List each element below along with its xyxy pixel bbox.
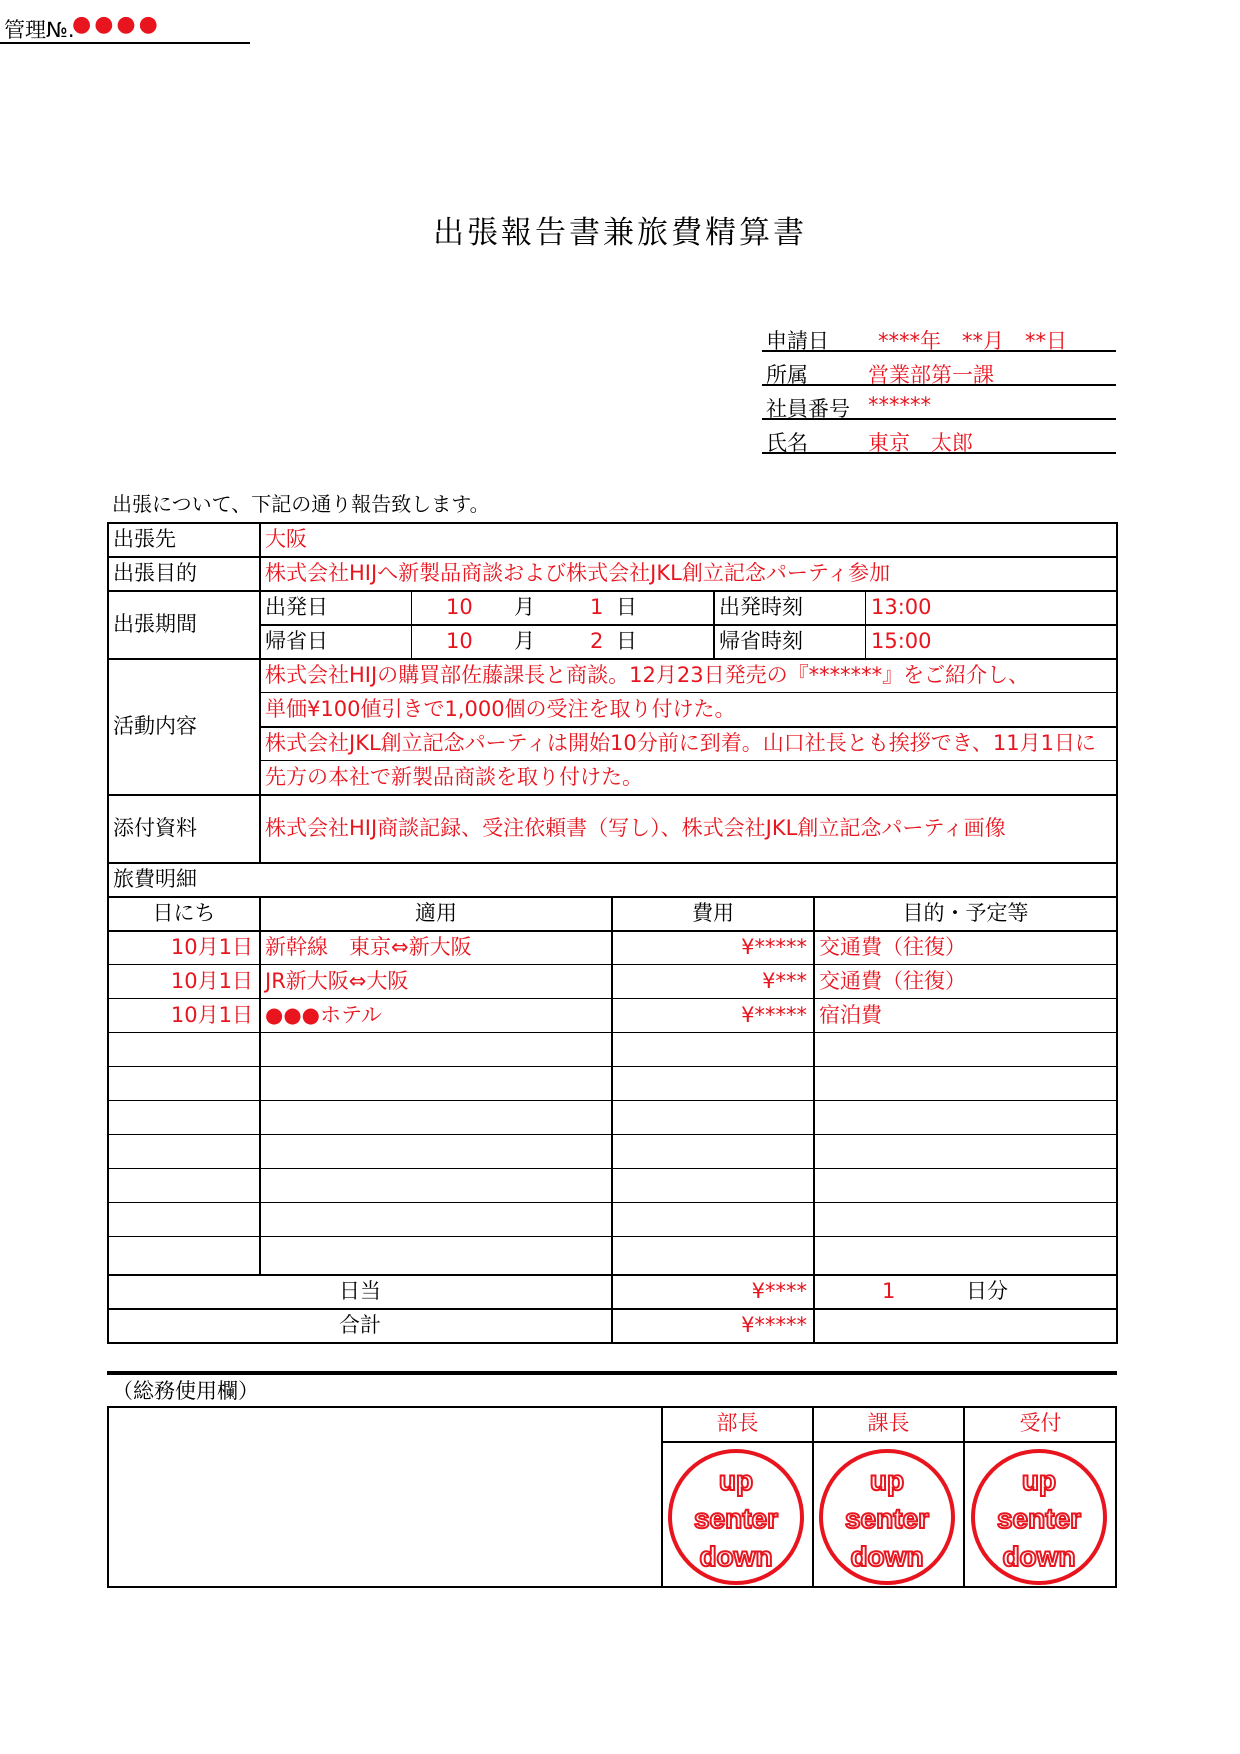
document-title: 出張報告書兼旅費精算書 xyxy=(433,215,807,251)
row-date: 10月1日 xyxy=(170,1003,253,1027)
stamp-text: senter xyxy=(996,1503,1082,1534)
approval-stamp xyxy=(668,1449,804,1585)
admin-divider xyxy=(107,1371,1117,1375)
stamp-text: down xyxy=(699,1541,773,1572)
day-unit: 日 xyxy=(616,595,637,619)
total-cost: ¥***** xyxy=(741,1313,807,1337)
row-purpose: 宿泊費 xyxy=(819,1003,882,1027)
month-unit: 月 xyxy=(514,629,535,653)
activity-line: 先方の本社で新製品商談を取り付けた。 xyxy=(265,765,643,789)
row-line xyxy=(107,1308,1117,1310)
stamp-text: down xyxy=(1002,1541,1076,1572)
admin-label: （総務使用欄） xyxy=(112,1379,259,1403)
header-desc: 適用 xyxy=(415,901,457,925)
depart-time-label: 出発時刻 xyxy=(719,595,803,619)
table-border xyxy=(107,1342,1117,1344)
header-purpose: 目的・予定等 xyxy=(902,901,1029,925)
row-line xyxy=(107,590,1117,592)
stamp-header-reception: 受付 xyxy=(1019,1411,1062,1435)
dept-label: 所属 xyxy=(766,363,808,387)
applicant-dept-row xyxy=(762,352,1116,386)
row-desc: ●●●ホテル xyxy=(265,1003,382,1027)
return-month: 10 xyxy=(446,629,473,653)
row-line xyxy=(107,658,1117,660)
return-day: 2 xyxy=(590,629,604,653)
row-line xyxy=(107,930,1117,932)
depart-day: 1 xyxy=(590,595,604,619)
row-line xyxy=(107,1100,1117,1101)
row-purpose: 交通費（往復） xyxy=(819,935,966,959)
table-border xyxy=(1116,522,1118,1344)
row-line xyxy=(107,862,1117,864)
row-purpose: 交通費（往復） xyxy=(819,969,966,993)
row-cost: ¥*** xyxy=(762,969,807,993)
row-cost: ¥***** xyxy=(741,1003,807,1027)
activity-line: 単価¥100値引きで1,000個の受注を取り付けた。 xyxy=(265,697,736,721)
id-value: ****** xyxy=(868,393,931,417)
attach-label: 添付資料 xyxy=(113,816,197,840)
row-line xyxy=(107,1168,1117,1169)
return-label: 帰省日 xyxy=(265,629,328,653)
date-value: ****年 **月 **日 xyxy=(878,329,1067,353)
applicant-id-row xyxy=(762,386,1116,420)
row-date: 10月1日 xyxy=(170,969,253,993)
row-line xyxy=(259,760,1117,761)
row-line xyxy=(107,1134,1117,1135)
month-unit: 月 xyxy=(514,595,535,619)
col-line xyxy=(411,590,412,658)
activity-label: 活動内容 xyxy=(113,714,197,738)
row-line xyxy=(107,1274,1117,1276)
dept-value: 営業部第一課 xyxy=(868,363,994,387)
row-line xyxy=(259,624,1117,626)
table-border xyxy=(107,522,1117,524)
col-line xyxy=(259,522,261,862)
dest-value: 大阪 xyxy=(265,527,307,551)
activity-line: 株式会社JKL創立記念パーティは開始10分前に到着。山口社長とも挨拶でき、11月1日に xyxy=(265,731,1096,755)
row-line xyxy=(107,998,1117,999)
stamp-header-section-chief: 課長 xyxy=(867,1411,910,1435)
col-line xyxy=(611,896,613,1342)
header-cost: 費用 xyxy=(692,901,734,925)
name-value: 東京 太郎 xyxy=(868,431,973,455)
intro-text: 出張について、下記の通り報告致します。 xyxy=(112,492,490,516)
row-desc: 新幹線 東京⇔新大阪 xyxy=(265,935,472,959)
col-line xyxy=(259,896,261,1274)
return-time: 15:00 xyxy=(871,629,932,653)
dest-label: 出張先 xyxy=(113,527,176,551)
approval-stamp xyxy=(819,1449,955,1585)
depart-label: 出発日 xyxy=(265,595,328,619)
depart-time: 13:00 xyxy=(871,595,932,619)
expense-section-label: 旅費明細 xyxy=(113,867,197,891)
applicant-name-row xyxy=(762,420,1116,454)
period-label: 出張期間 xyxy=(113,612,197,636)
purpose-label: 出張目的 xyxy=(113,561,197,585)
date-label: 申請日 xyxy=(766,329,829,353)
stamp-text: down xyxy=(850,1541,924,1572)
row-line xyxy=(107,896,1117,898)
management-label: 管理№. xyxy=(4,18,75,42)
row-line xyxy=(107,1202,1117,1203)
attach-value: 株式会社HIJ商談記録、受注依頼書（写し）、株式会社JKL創立記念パーティ画像 xyxy=(265,816,1006,840)
management-value: ●●●● xyxy=(72,12,161,37)
row-date: 10月1日 xyxy=(170,935,253,959)
daily-unit: 日分 xyxy=(966,1279,1008,1303)
row-line xyxy=(259,692,1117,693)
row-line xyxy=(107,556,1117,558)
applicant-date-row xyxy=(762,318,1116,352)
daily-days: 1 xyxy=(882,1279,896,1303)
name-label: 氏名 xyxy=(766,431,808,455)
daily-cost: ¥**** xyxy=(751,1279,807,1303)
depart-month: 10 xyxy=(446,595,473,619)
row-line xyxy=(107,1032,1117,1033)
stamp-text: senter xyxy=(693,1503,779,1534)
col-line xyxy=(865,590,866,658)
purpose-value: 株式会社HIJへ新製品商談および株式会社JKL創立記念パーティ参加 xyxy=(265,561,891,585)
row-cost: ¥***** xyxy=(741,935,807,959)
stamp-text: senter xyxy=(844,1503,930,1534)
stamp-text: up xyxy=(869,1465,905,1496)
table-border xyxy=(107,522,109,1344)
row-line xyxy=(259,726,1117,728)
stamp-header-manager: 部長 xyxy=(716,1411,759,1435)
return-time-label: 帰省時刻 xyxy=(719,629,803,653)
row-line xyxy=(107,1066,1117,1067)
stamp-text: up xyxy=(718,1465,754,1496)
row-line xyxy=(661,1441,1117,1443)
col-line xyxy=(813,896,815,1342)
col-line xyxy=(713,590,715,658)
header-date: 日にち xyxy=(152,901,216,925)
id-label: 社員番号 xyxy=(766,397,850,421)
row-line xyxy=(107,1236,1117,1237)
approval-stamp xyxy=(971,1449,1107,1585)
row-line xyxy=(107,794,1117,796)
daily-label: 日当 xyxy=(339,1279,381,1303)
row-desc: JR新大阪⇔大阪 xyxy=(265,969,409,993)
stamp-text: up xyxy=(1021,1465,1057,1496)
activity-line: 株式会社HIJの購買部佐藤課長と商談。12月23日発売の『*******』をご紹介し、 xyxy=(265,663,1030,687)
management-number xyxy=(0,0,250,44)
total-label: 合計 xyxy=(339,1313,381,1337)
day-unit: 日 xyxy=(616,629,637,653)
row-line xyxy=(107,964,1117,965)
